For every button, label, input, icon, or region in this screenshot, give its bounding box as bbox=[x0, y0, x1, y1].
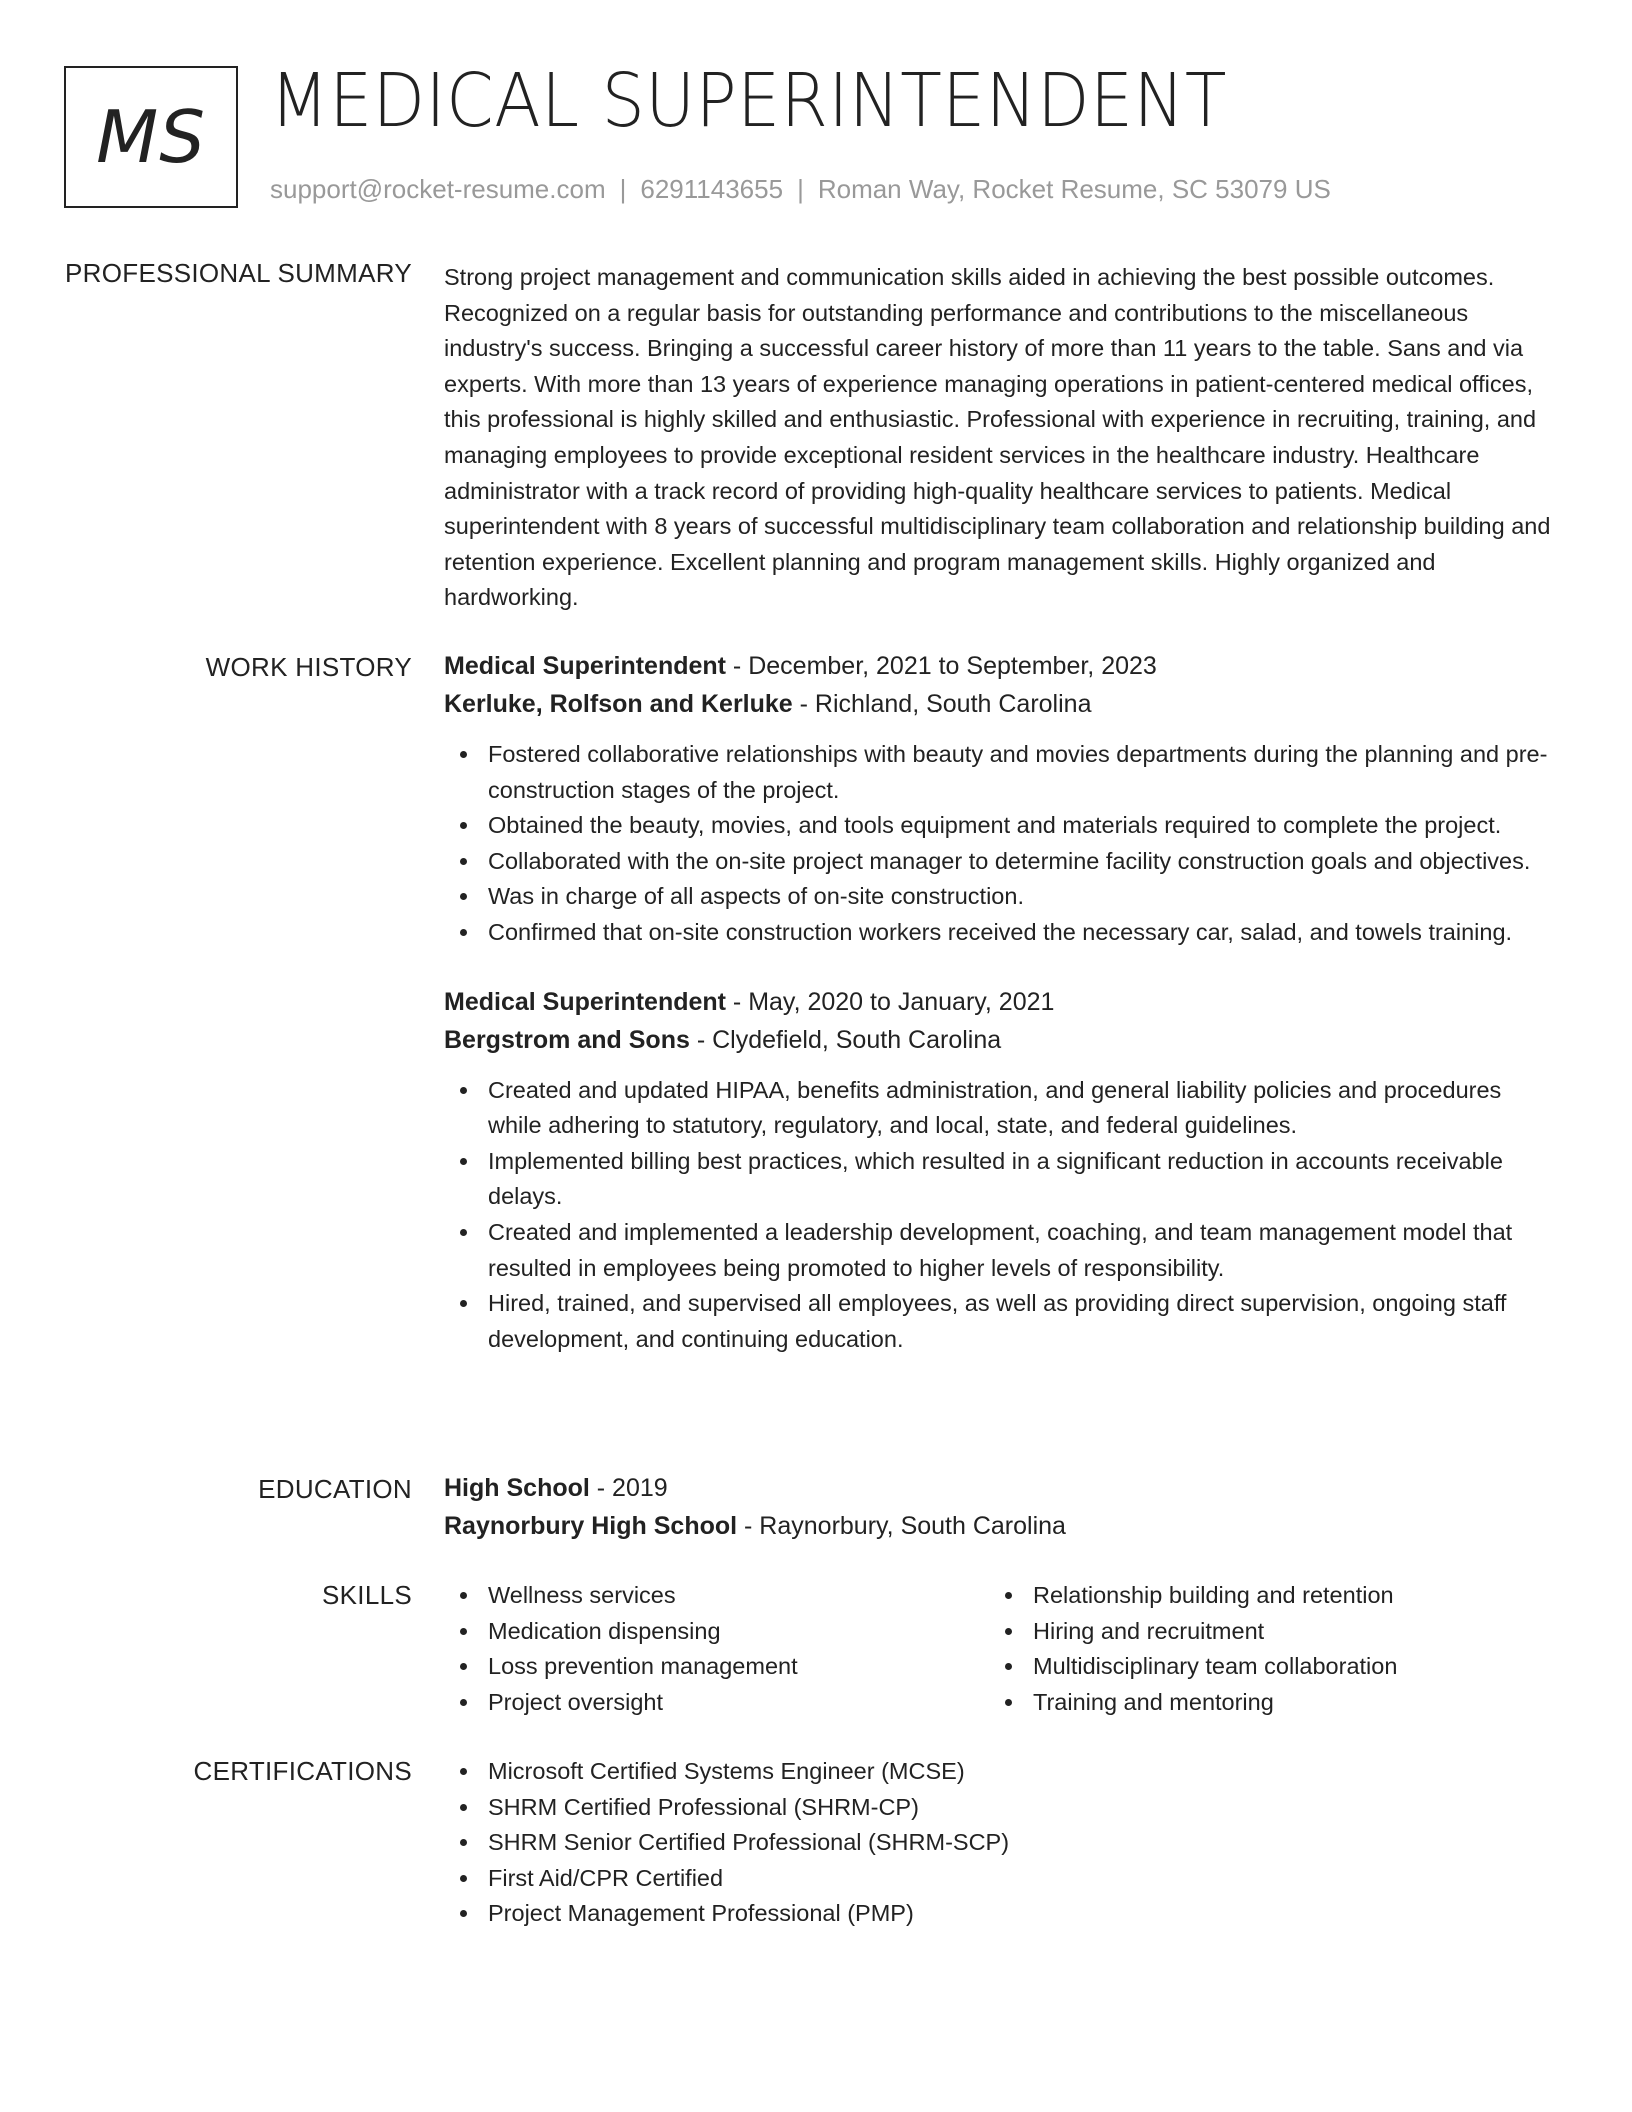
resume-title: MEDICAL SUPERINTENDENT bbox=[270, 58, 1227, 144]
education-degree-line bbox=[444, 1469, 1556, 1507]
certifications-list bbox=[444, 1754, 1556, 1932]
list-item: Multidisciplinary team collaboration bbox=[989, 1649, 1534, 1685]
job-dates: - December, 2021 to September, 2023 bbox=[725, 652, 1157, 680]
education-body bbox=[444, 1469, 1556, 1545]
list-item: Hiring and recruitment bbox=[989, 1614, 1534, 1650]
job-location: - Richland, South Carolina bbox=[792, 690, 1092, 718]
job-bullets bbox=[444, 1073, 1556, 1358]
skills-body bbox=[444, 1578, 1556, 1720]
job-dates: - May, 2020 to January, 2021 bbox=[725, 987, 1055, 1016]
job-bullets bbox=[444, 737, 1556, 951]
education-school-line bbox=[444, 1507, 1556, 1545]
summary-heading: PROFESSIONAL SUMMARY bbox=[65, 258, 412, 288]
job-company: Bergstrom and Sons bbox=[444, 1025, 690, 1054]
skills-list-right bbox=[989, 1578, 1534, 1720]
summary-text: Strong project management and communication skills aided in achieving the best possible outcomes. Recognized on a regular basis for outstanding performance and contributions to the miscellaneous industry's success. Bringing a successful career history of more than 11 years to the table. Sans and via experts. With more than 13 years of experience managing operations in patient-centered medical offices, this professional is highly skilled and enthusiastic. Professional with experience in recruiting, training, and managing employees to provide exceptional resident services in the healthcare industry. Healthcare administrator with a track record of providing high-quality healthcare services to patients. Medical superintendent with 8 years of successful multidisciplinary team collaboration and relationship building and retention experience. Excellent planning and program management skills. Highly organized and hardworking. bbox=[444, 264, 1551, 611]
list-item: Collaborated with the on-site project manager to determine facility construction goals and objectives. bbox=[444, 844, 1556, 880]
list-item: SHRM Certified Professional (SHRM-CP) bbox=[444, 1790, 1556, 1826]
list-item: Confirmed that on-site construction workers received the necessary car, salad, and towels training. bbox=[444, 915, 1556, 951]
initials-monogram: MS bbox=[64, 66, 238, 208]
list-item: Medication dispensing bbox=[444, 1614, 989, 1650]
skills-list-left bbox=[444, 1578, 989, 1720]
job-title: Medical Superintendent bbox=[444, 652, 726, 680]
contact-separator: | bbox=[797, 174, 804, 204]
job-company-line bbox=[444, 685, 1556, 723]
list-item: SHRM Senior Certified Professional (SHRM-SCP) bbox=[444, 1825, 1556, 1861]
job-company: Kerluke, Rolfson and Kerluke bbox=[444, 690, 793, 718]
list-item: Created and updated HIPAA, benefits administration, and general liability policies and procedures while adhering to statutory, regulatory, and local, state, and federal guidelines. bbox=[444, 1073, 1556, 1144]
education-school: Raynorbury High School bbox=[444, 1512, 738, 1540]
job-company-line bbox=[444, 1021, 1556, 1059]
contact-line bbox=[270, 174, 1331, 205]
work-history-body bbox=[444, 647, 1556, 1357]
job-title-line bbox=[444, 647, 1556, 685]
list-item: First Aid/CPR Certified bbox=[444, 1861, 1556, 1897]
work-history-heading: WORK HISTORY bbox=[205, 652, 412, 682]
list-item: Was in charge of all aspects of on-site construction. bbox=[444, 879, 1556, 915]
contact-phone[interactable]: 6291143655 bbox=[640, 174, 784, 204]
education-year: - 2019 bbox=[589, 1474, 668, 1502]
education-degree: High School bbox=[444, 1474, 590, 1502]
list-item: Project Management Professional (PMP) bbox=[444, 1896, 1556, 1932]
list-item: Relationship building and retention bbox=[989, 1578, 1534, 1614]
education-location: - Raynorbury, South Carolina bbox=[737, 1512, 1066, 1540]
list-item: Training and mentoring bbox=[989, 1685, 1534, 1721]
list-item: Obtained the beauty, movies, and tools equipment and materials required to complete the project. bbox=[444, 808, 1556, 844]
list-item: Hired, trained, and supervised all employees, as well as providing direct supervision, ongoing staff development, and continuing education. bbox=[444, 1286, 1556, 1357]
certifications-body bbox=[444, 1754, 1556, 1932]
contact-email[interactable]: support@rocket-resume.com bbox=[270, 174, 606, 204]
certifications-heading: CERTIFICATIONS bbox=[193, 1756, 412, 1786]
list-item: Loss prevention management bbox=[444, 1649, 989, 1685]
skills-heading: SKILLS bbox=[322, 1580, 412, 1610]
job-title: Medical Superintendent bbox=[444, 987, 726, 1016]
list-item: Fostered collaborative relationships with beauty and movies departments during the planning and pre-construction stages of the project. bbox=[444, 737, 1556, 808]
list-item: Project oversight bbox=[444, 1685, 989, 1721]
education-heading: EDUCATION bbox=[258, 1474, 412, 1504]
list-item: Microsoft Certified Systems Engineer (MCSE) bbox=[444, 1754, 1556, 1790]
contact-separator: | bbox=[619, 174, 627, 204]
list-item: Implemented billing best practices, which resulted in a significant reduction in accounts receivable delays. bbox=[444, 1144, 1556, 1215]
contact-address: Roman Way, Rocket Resume, SC 53079 US bbox=[817, 174, 1331, 204]
list-item: Created and implemented a leadership development, coaching, and team management model that resulted in employees being promoted to higher levels of responsibility. bbox=[444, 1215, 1556, 1286]
job-title-line bbox=[444, 983, 1556, 1021]
job-location: - Clydefield, South Carolina bbox=[689, 1025, 1002, 1054]
job-entry bbox=[444, 983, 1556, 1358]
job-entry bbox=[444, 647, 1556, 951]
list-item: Wellness services bbox=[444, 1578, 989, 1614]
